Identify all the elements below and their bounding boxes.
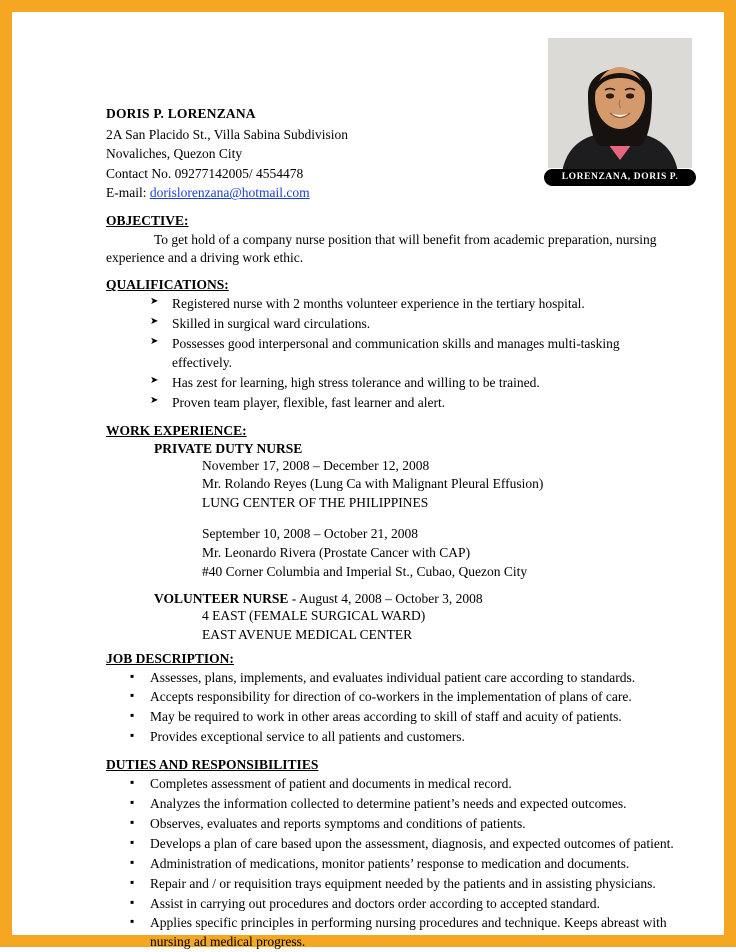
list-item: ➤ Skilled in surgical ward circulations. bbox=[150, 315, 678, 334]
list-item: ▪ Completes assessment of patient and documents in medical record. bbox=[128, 775, 678, 794]
list-item: ▪ Develops a plan of care based upon the assessment, diagnosis, and expected outcomes of patient. bbox=[128, 835, 678, 854]
job-entry bbox=[106, 441, 678, 582]
address-line-1: 2A San Placido St., Villa Sabina Subdivision bbox=[106, 126, 348, 142]
job-role-label: PRIVATE DUTY NURSE bbox=[154, 440, 303, 456]
resume-header bbox=[106, 32, 678, 203]
section-objective bbox=[106, 213, 678, 267]
photo-caption: LORENZANA, DORIS P. bbox=[544, 169, 696, 186]
photo-block bbox=[544, 36, 696, 186]
portrait-illustration bbox=[544, 36, 696, 172]
qualifications-list bbox=[106, 295, 678, 412]
list-item: ➤ Possesses good interpersonal and communication skills and manages multi-tasking effectively. bbox=[150, 335, 678, 373]
job-role bbox=[154, 591, 678, 607]
job-role-suffix: - August 4, 2008 – October 3, 2008 bbox=[288, 591, 483, 607]
section-qualifications bbox=[106, 277, 678, 412]
qualifications-title: QUALIFICATIONS: bbox=[106, 277, 229, 293]
list-item: ▪ Administration of medications, monitor patients’ response to medication and documents. bbox=[128, 855, 678, 874]
job-detail-group bbox=[202, 525, 678, 581]
job-role bbox=[154, 441, 678, 457]
list-item: ▪ Applies specific principles in performing nursing procedures and technique. Keeps abreast with nursing ad medical progress. bbox=[128, 914, 678, 952]
job-detail-line: #40 Corner Columbia and Imperial St., Cubao, Quezon City bbox=[202, 563, 528, 579]
list-item: ▪ Repair and / or requisition trays equipment needed by the patients and in assisting physicians. bbox=[128, 875, 678, 894]
spacer bbox=[106, 512, 678, 525]
work-experience-title: WORK EXPERIENCE: bbox=[106, 422, 247, 438]
list-item: ▪ Assist in carrying out procedures and doctors order according to accepted standard. bbox=[128, 895, 678, 914]
candidate-name: DORIS P. LORENZANA bbox=[106, 106, 256, 121]
email-link[interactable]: dorislorenzana@hotmail.com bbox=[149, 185, 310, 201]
list-item: ➤ Has zest for learning, high stress tolerance and willing to be trained. bbox=[150, 374, 678, 393]
list-item: ▪ May be required to work in other areas according to skill of staff and acuity of patients. bbox=[128, 708, 678, 727]
list-item: ▪ Analyzes the information collected to determine patient’s needs and expected outcomes. bbox=[128, 795, 678, 814]
list-item: ▪ Assesses, plans, implements, and evaluates individual patient care according to standards. bbox=[128, 669, 678, 688]
section-duties bbox=[106, 757, 678, 952]
list-item: ▪ Observes, evaluates and reports symptoms and conditions of patients. bbox=[128, 815, 678, 834]
job-role-label: VOLUNTEER NURSE bbox=[154, 591, 289, 607]
section-job-description bbox=[106, 651, 678, 748]
job-detail-line: November 17, 2008 – December 12, 2008 bbox=[202, 457, 430, 473]
email-label: E-mail: bbox=[106, 185, 150, 201]
job-detail-group bbox=[202, 607, 678, 644]
job-detail-line: 4 EAST (FEMALE SURGICAL WARD) bbox=[202, 608, 426, 624]
job-detail-line: Mr. Leonardo Rivera (Prostate Cancer with CAP) bbox=[202, 545, 471, 561]
duties-list bbox=[106, 775, 678, 952]
job-detail-line: EAST AVENUE MEDICAL CENTER bbox=[202, 626, 413, 642]
list-item: ➤ Proven team player, flexible, fast learner and alert. bbox=[150, 394, 678, 413]
list-item: ▪ Provides exceptional service to all patients and customers. bbox=[128, 728, 678, 747]
job-detail-line: LUNG CENTER OF THE PHILIPPINES bbox=[202, 494, 429, 510]
job-detail-group bbox=[202, 457, 678, 513]
resume-document bbox=[18, 18, 718, 950]
job-description-list bbox=[106, 669, 678, 748]
job-detail-line: Mr. Rolando Reyes (Lung Ca with Malignant Pleural Effusion) bbox=[202, 476, 544, 492]
job-detail-line: September 10, 2008 – October 21, 2008 bbox=[202, 526, 418, 542]
duties-title: DUTIES AND RESPONSIBILITIES bbox=[106, 757, 319, 773]
objective-title: OBJECTIVE: bbox=[106, 212, 189, 228]
list-item: ▪ Accepts responsibility for direction of co-workers in the implementation of plans of care. bbox=[128, 688, 678, 707]
section-work-experience bbox=[106, 423, 678, 645]
job-description-title: JOB DESCRIPTION: bbox=[106, 650, 234, 666]
job-entry bbox=[106, 591, 678, 644]
candidate-photo bbox=[544, 36, 696, 172]
address-line-2: Novaliches, Quezon City bbox=[106, 146, 243, 162]
objective-text: To get hold of a company nurse position that will benefit from academic preparation, nursing experience and a driving work ethic. bbox=[106, 231, 657, 266]
email-line bbox=[106, 183, 678, 203]
contact-number: Contact No. 09277142005/ 4554478 bbox=[106, 165, 304, 181]
list-item: ➤ Registered nurse with 2 months volunteer experience in the tertiary hospital. bbox=[150, 295, 678, 314]
